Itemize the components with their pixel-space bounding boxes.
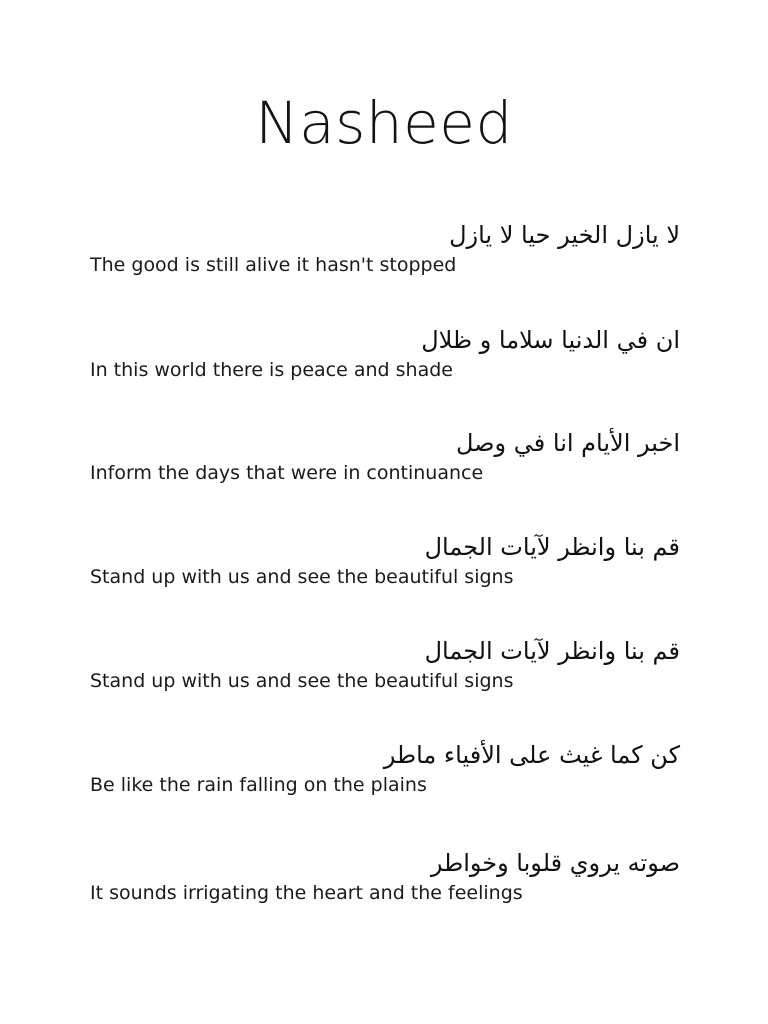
verse	[90, 323, 680, 383]
verse-arabic-line: قم بنا وانظر لآيات الجمال	[424, 637, 680, 665]
verse-english-translation: Stand up with us and see the beautiful signs	[90, 670, 514, 692]
verse-english-translation: In this world there is peace and shade	[90, 359, 453, 381]
verse-arabic-line: قم بنا وانظر لآيات الجمال	[424, 533, 680, 561]
verse-english-translation: Inform the days that were in continuance	[90, 462, 484, 484]
verse	[90, 738, 680, 798]
verse-english-translation: The good is still alive it hasn't stopped	[90, 254, 457, 276]
verse-english-translation: It sounds irrigating the heart and the feelings	[90, 882, 523, 904]
verse	[90, 846, 680, 906]
verse-arabic-line: صوته يروي قلوبا وخواطر	[430, 849, 680, 877]
verse	[90, 218, 680, 278]
verse-english-translation: Stand up with us and see the beautiful signs	[90, 566, 514, 588]
verse-arabic-line: ان في الدنيا سلاما و ظلال	[421, 326, 680, 354]
verse	[90, 530, 680, 590]
verse-english-translation: Be like the rain falling on the plains	[90, 774, 427, 796]
verse	[90, 426, 680, 486]
verse-arabic-line: لا يازل الخير حيا لا يازل	[449, 221, 680, 249]
verse-arabic-line: اخبر الأيام انا في وصل	[456, 429, 680, 457]
verse	[90, 634, 680, 694]
page-title: Nasheed	[255, 89, 513, 157]
verse-arabic-line: كن كما غيث على الأفياء ماطر	[383, 741, 680, 769]
